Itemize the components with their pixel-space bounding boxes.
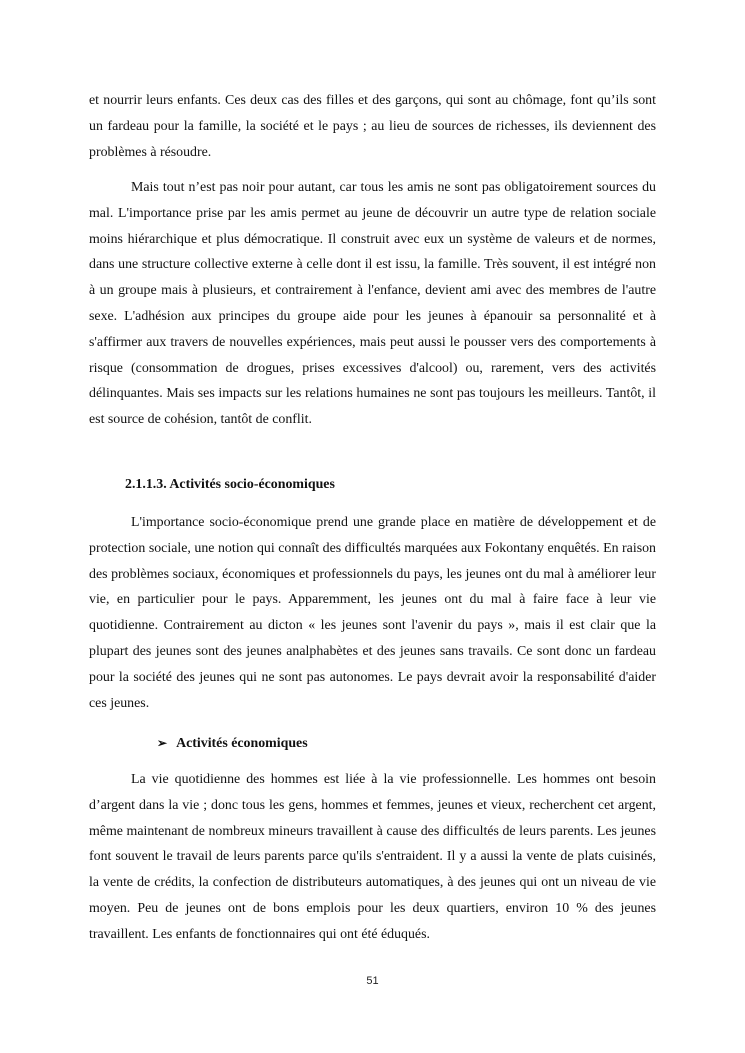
page-number: 51	[366, 975, 379, 987]
arrow-bullet-icon: ➢	[157, 736, 168, 750]
section-heading: 2.1.1.3. Activités socio-économiques	[125, 477, 335, 492]
paragraph-unemployment-burden: et nourrir leurs enfants. Ces deux cas des filles et des garçons, qui sont au chômage, font qu’ils sont un fardeau pour la famille, la société et le pays ; au lieu de sources de richesses, ils deviennent des problèmes à résoudre.	[89, 93, 656, 160]
paragraph-economic-activities: La vie quotidienne des hommes est liée à la vie professionnelle. Les hommes ont besoin d’argent dans la vie ; donc tous les gens, hommes et femmes, jeunes et vieux, recherchent cet argent, même maintenant de nombreux mineurs travaillent à cause des difficultés de leurs parents. Les jeunes font souvent le travail de leurs parents parce qu'ils s'entraident. Il y a aussi la vente de plats cuisinés, la vente de crédits, la confection de distributeurs automatiques, à des jeunes qui ont un niveau de vie moyen. Peu de jeunes ont de bons emplois pour les deux quartiers, environ 10 % des jeunes travaillent. Les enfants de fonctionnaires qui ont été éduqués.	[89, 772, 656, 942]
paragraph-friends-influence: Mais tout n’est pas noir pour autant, car tous les amis ne sont pas obligatoirement sources du mal. L'importance prise par les amis permet au jeune de découvrir un autre type de relation sociale moins hiérarchique et plus démocratique. Il construit avec eux un système de valeurs et de normes, dans une structure collective externe à celle dont il est issu, la famille. Très souvent, il est intégré non à un groupe mais à plusieurs, et contrairement à l'enfance, devient ami avec des membres de l'autre sexe. L'adhésion aux principes du groupe aide pour les jeunes à épanouir sa personnalité et à s'affirmer aux travers de nouvelles expériences, mais peut aussi le pousser vers des comportements à risque (consommation de drogues, prises excessives d'alcool) ou, rarement, vers des activités délinquantes. Mais ses impacts sur les relations humaines ne sont pas toujours les meilleurs. Tantôt, il est source de cohésion, tantôt de conflit.	[89, 180, 656, 428]
paragraph-socio-economic: L'importance socio-économique prend une grande place en matière de développement et de protection sociale, une notion qui connaît des difficultés marquées aux Fokontany enquêtés. En raison des problèmes sociaux, économiques et professionnels du pays, les jeunes ont du mal à améliorer leur vie, en particulier pour le pays. Apparemment, les jeunes ont du mal à faire face à leur vie quotidienne. Contrairement au dicton « les jeunes sont l'avenir du pays », mais il est clair que la plupart des jeunes sont des jeunes analphabètes et des jeunes sans travails. Ce sont donc un fardeau pour la société des jeunes qui ne sont pas autonomes. Le pays devrait avoir la responsabilité d'aider ces jeunes.	[89, 515, 656, 711]
bullet-heading	[157, 733, 308, 754]
bullet-heading-label: Activités économiques	[176, 736, 308, 751]
